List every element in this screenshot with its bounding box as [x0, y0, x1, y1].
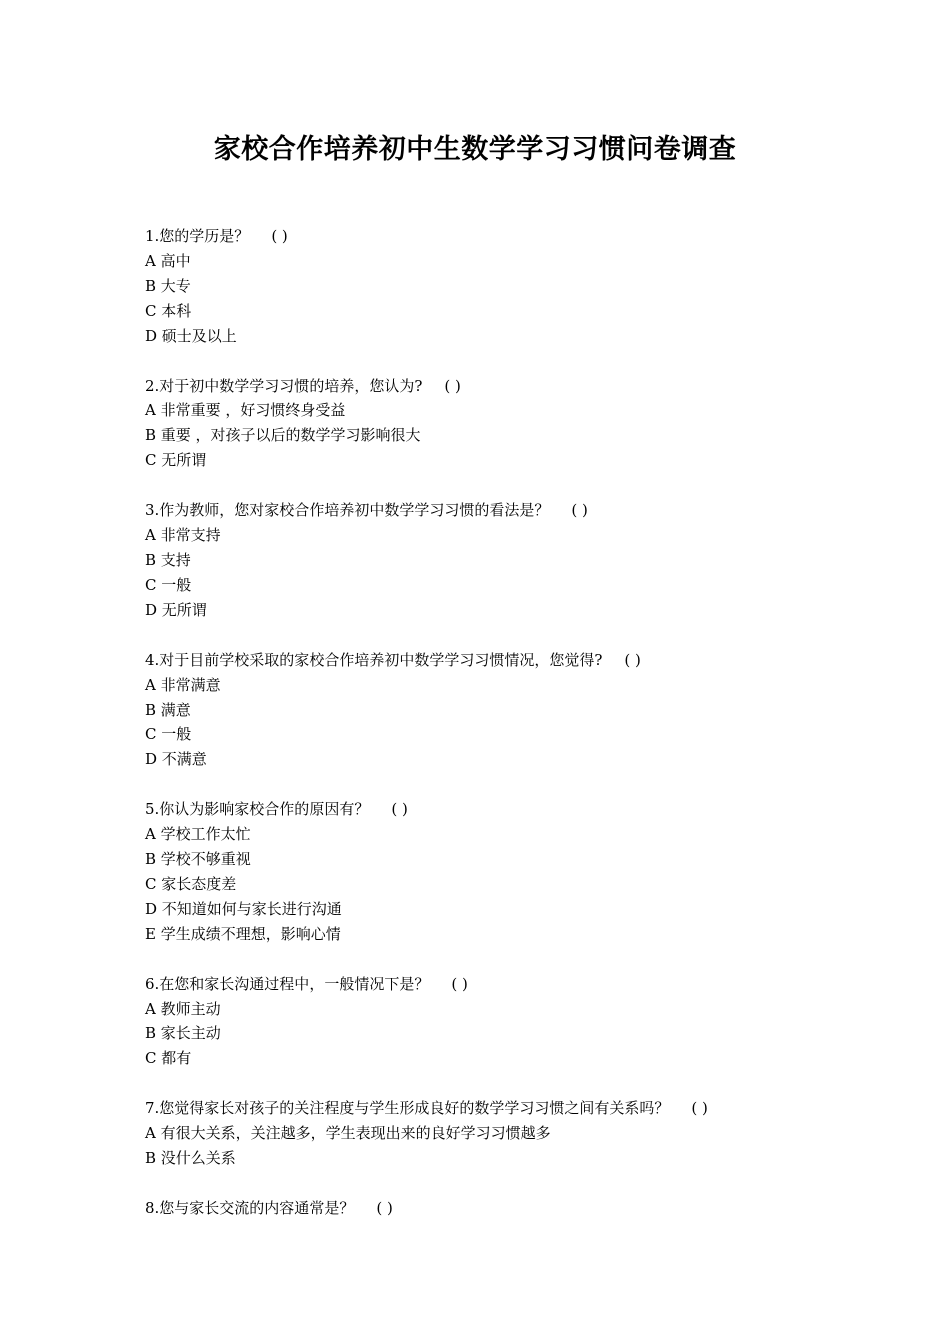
option: C 一般: [145, 725, 192, 744]
question-prompt: [145, 498, 845, 523]
option: C 家长态度差: [145, 874, 237, 893]
question-7: [145, 1096, 845, 1171]
page-title: 家校合作培养初中生数学学习习惯问卷调查: [213, 134, 737, 165]
option: E 学生成绩不理想，影响心情: [145, 924, 341, 943]
option: D 不知道如何与家长进行沟通: [145, 899, 342, 918]
question-text: 1.您的学历是？: [145, 227, 250, 245]
option: B 家长主动: [145, 1024, 221, 1043]
option: A 非常满意: [145, 675, 221, 694]
question-prompt: [145, 374, 845, 399]
option: B 学校不够重视: [145, 850, 251, 869]
answer-blank: ( ): [624, 650, 641, 669]
question-prompt: [145, 972, 845, 997]
question-text: 4.对于目前学校采取的家校合作培养初中数学学习习惯情况，您觉得?: [145, 650, 603, 669]
question-prompt: [145, 1196, 845, 1221]
question-6: [145, 972, 845, 1072]
answer-blank: ( ): [451, 974, 468, 993]
option: D 硕士及以上: [145, 326, 237, 345]
option: C 都有: [145, 1049, 192, 1068]
question-4: [145, 648, 845, 773]
answer-blank: ( ): [391, 800, 408, 819]
answer-blank: ( ): [691, 1099, 708, 1118]
question-5: [145, 797, 845, 946]
option: B 没什么关系: [145, 1149, 236, 1168]
question-text: 6.在您和家长沟通过程中，一般情况下是？: [145, 974, 430, 993]
option: D 不满意: [145, 750, 207, 769]
question-prompt: [145, 648, 845, 673]
question-1: [145, 224, 845, 349]
question-text: 2.对于初中数学学习习惯的培养，您认为?: [145, 376, 423, 395]
answer-blank: ( ): [271, 227, 288, 245]
option: B 满意: [145, 700, 191, 719]
option: B 大专: [145, 276, 191, 295]
question-text: 5.你认为影响家校合作的原因有？: [145, 800, 370, 819]
answer-blank: ( ): [376, 1199, 393, 1217]
option: C 本科: [145, 301, 192, 320]
option: A 学校工作太忙: [145, 825, 251, 844]
option: C 无所谓: [145, 451, 207, 470]
option: A 高中: [145, 251, 191, 270]
question-prompt: [145, 797, 845, 822]
answer-blank: ( ): [571, 501, 588, 520]
option: D 无所谓: [145, 600, 207, 619]
question-prompt: [145, 224, 845, 249]
option: A 非常支持: [145, 526, 221, 545]
option: B 支持: [145, 550, 191, 569]
option: B 重要 ，对孩子以后的数学学习影响很大: [145, 426, 421, 445]
answer-blank: ( ): [444, 376, 461, 395]
question-list: [145, 224, 845, 1246]
option: A 有很大关系，关注越多，学生表现出来的良好学习习惯越多: [145, 1124, 551, 1143]
question-text: 3.作为教师，您对家校合作培养初中数学学习习惯的看法是？: [145, 501, 550, 520]
question-3: [145, 498, 845, 623]
question-text: 8.您与家长交流的内容通常是？: [145, 1199, 355, 1217]
option: A 教师主动: [145, 999, 221, 1018]
question-2: [145, 374, 845, 474]
option: A 非常重要 ，好习惯终身受益: [145, 401, 346, 420]
question-8: [145, 1196, 845, 1221]
question-prompt: [145, 1096, 845, 1121]
question-text: 7.您觉得家长对孩子的关注程度与学生形成良好的数学学习习惯之间有关系吗？: [145, 1099, 670, 1118]
option: C 一般: [145, 575, 192, 594]
